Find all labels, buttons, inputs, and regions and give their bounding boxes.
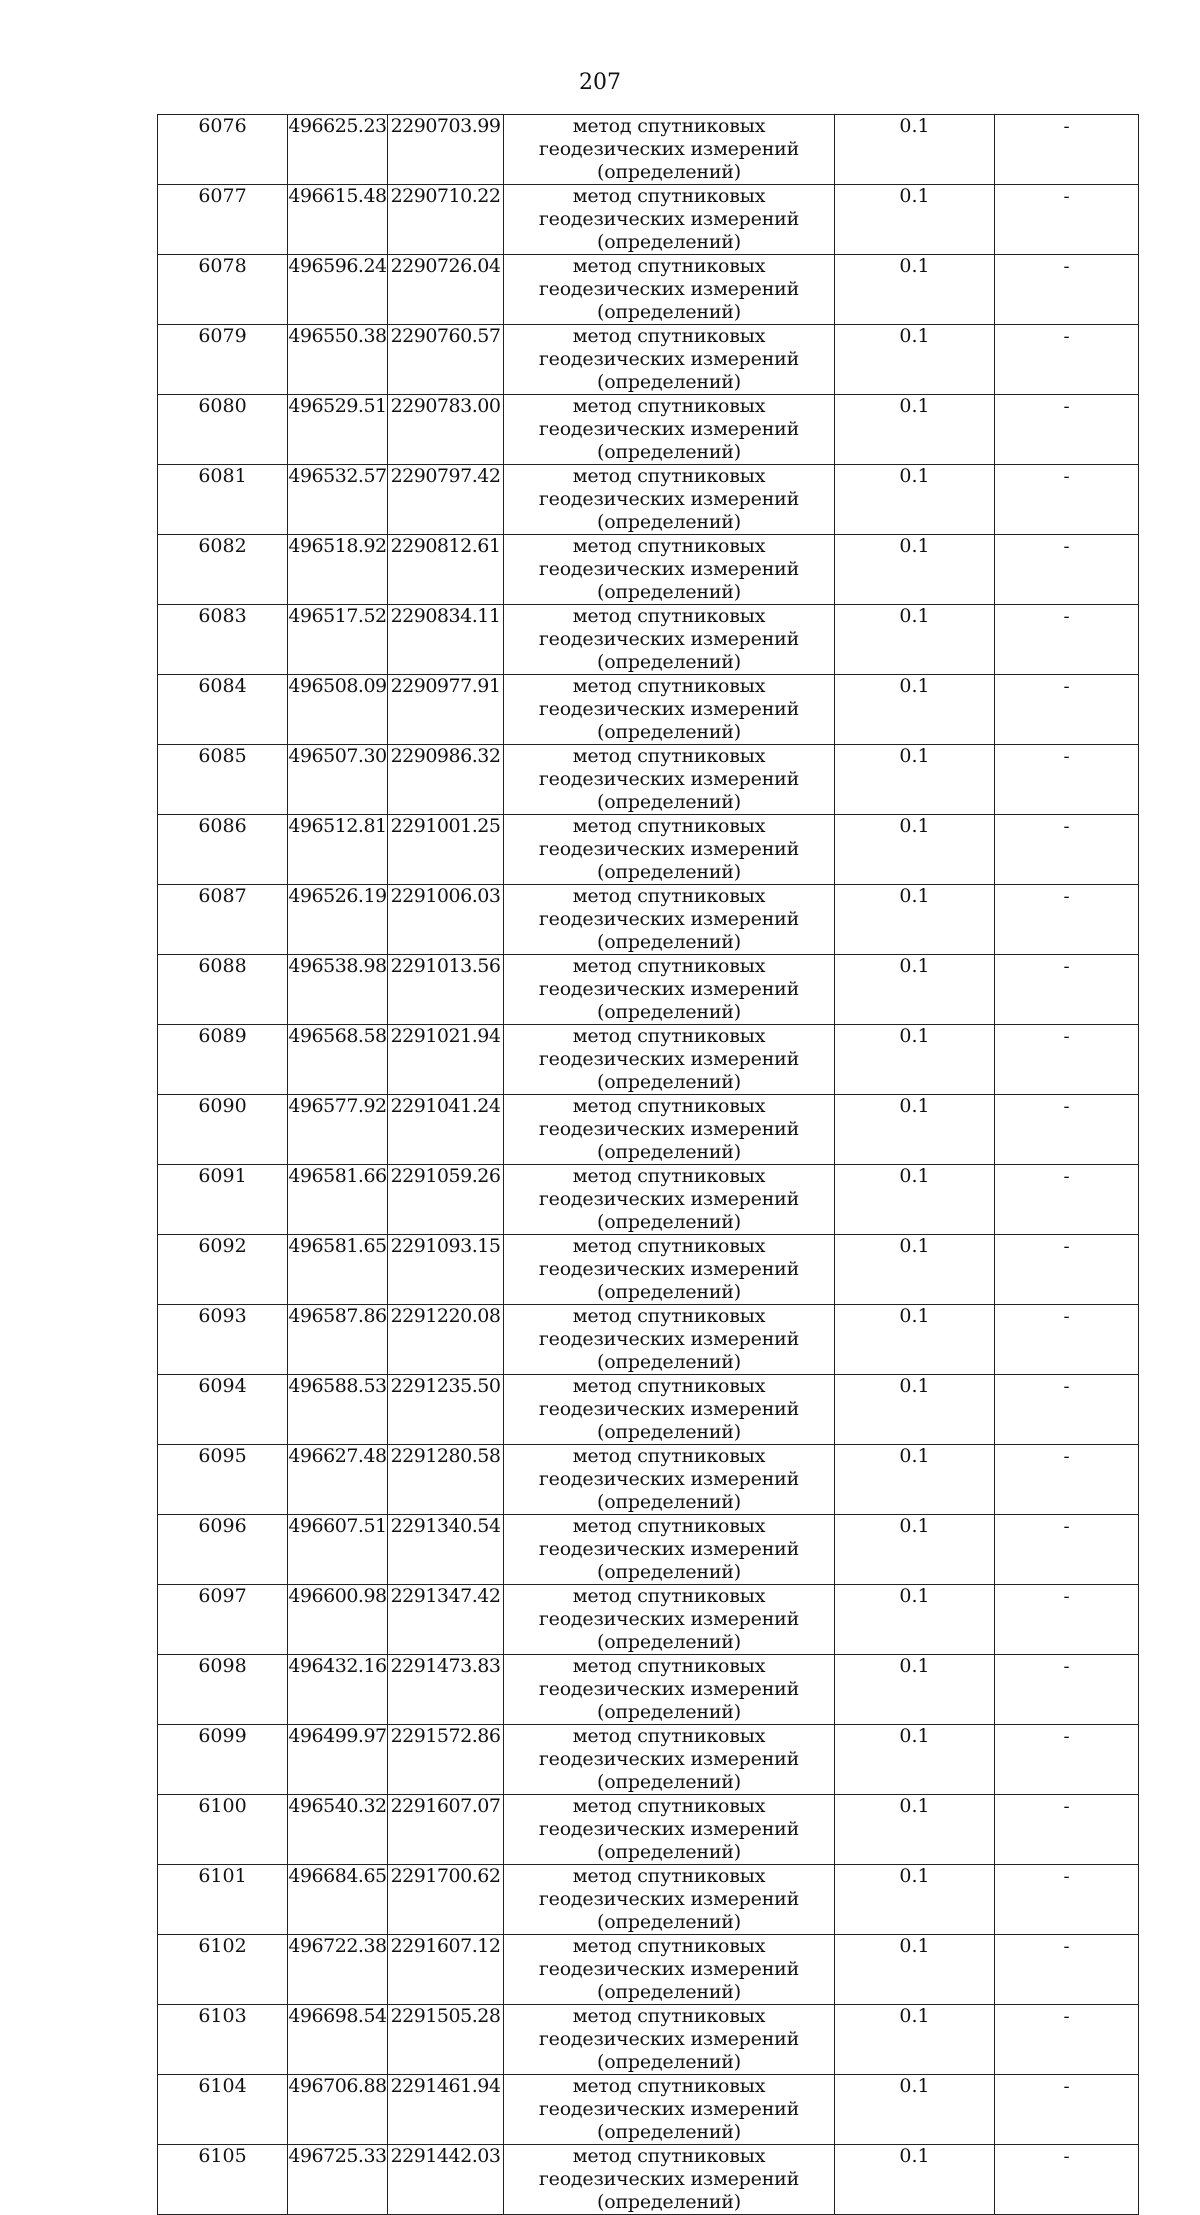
accuracy-cell: 0.1: [835, 535, 995, 605]
note-cell: -: [995, 2145, 1139, 2215]
y-coordinate-cell: 2291607.07: [388, 1795, 504, 1865]
method-cell: метод спутниковых геодезических измерений (определений): [504, 1305, 835, 1375]
method-cell: метод спутниковых геодезических измерений (определений): [504, 815, 835, 885]
note-cell: -: [995, 115, 1139, 185]
note-cell: -: [995, 1375, 1139, 1445]
y-coordinate-cell: 2291340.54: [388, 1515, 504, 1585]
accuracy-cell: 0.1: [835, 885, 995, 955]
y-coordinate-cell: 2291235.50: [388, 1375, 504, 1445]
note-cell: -: [995, 325, 1139, 395]
accuracy-cell: 0.1: [835, 1865, 995, 1935]
table-row: [158, 605, 1139, 675]
y-coordinate-cell: 2291021.94: [388, 1025, 504, 1095]
x-coordinate-cell: 496577.92: [288, 1095, 388, 1165]
x-coordinate-cell: 496529.51: [288, 395, 388, 465]
method-cell: метод спутниковых геодезических измерений (определений): [504, 1725, 835, 1795]
table-row: [158, 1515, 1139, 1585]
point-cell: 6105: [158, 2145, 288, 2215]
y-coordinate-cell: 2291572.86: [388, 1725, 504, 1795]
point-cell: 6082: [158, 535, 288, 605]
point-cell: 6099: [158, 1725, 288, 1795]
note-cell: -: [995, 535, 1139, 605]
note-cell: -: [995, 185, 1139, 255]
point-cell: 6085: [158, 745, 288, 815]
note-cell: -: [995, 1655, 1139, 1725]
y-coordinate-cell: 2291607.12: [388, 1935, 504, 2005]
note-cell: -: [995, 255, 1139, 325]
note-cell: -: [995, 1725, 1139, 1795]
method-cell: метод спутниковых геодезических измерений (определений): [504, 675, 835, 745]
accuracy-cell: 0.1: [835, 745, 995, 815]
point-cell: 6077: [158, 185, 288, 255]
point-cell: 6103: [158, 2005, 288, 2075]
accuracy-cell: 0.1: [835, 1375, 995, 1445]
x-coordinate-cell: 496596.24: [288, 255, 388, 325]
x-coordinate-cell: 496518.92: [288, 535, 388, 605]
x-coordinate-cell: 496706.88: [288, 2075, 388, 2145]
y-coordinate-cell: 2291001.25: [388, 815, 504, 885]
method-cell: метод спутниковых геодезических измерений (определений): [504, 1795, 835, 1865]
x-coordinate-cell: 496615.48: [288, 185, 388, 255]
note-cell: -: [995, 1585, 1139, 1655]
y-coordinate-cell: 2290726.04: [388, 255, 504, 325]
point-cell: 6093: [158, 1305, 288, 1375]
table-row: [158, 885, 1139, 955]
accuracy-cell: 0.1: [835, 1235, 995, 1305]
point-cell: 6092: [158, 1235, 288, 1305]
accuracy-cell: 0.1: [835, 185, 995, 255]
x-coordinate-cell: 496581.65: [288, 1235, 388, 1305]
y-coordinate-cell: 2290783.00: [388, 395, 504, 465]
point-cell: 6080: [158, 395, 288, 465]
y-coordinate-cell: 2291059.26: [388, 1165, 504, 1235]
y-coordinate-cell: 2291006.03: [388, 885, 504, 955]
table-row: [158, 2075, 1139, 2145]
y-coordinate-cell: 2291280.58: [388, 1445, 504, 1515]
point-cell: 6083: [158, 605, 288, 675]
method-cell: метод спутниковых геодезических измерений (определений): [504, 2145, 835, 2215]
table-row: [158, 1795, 1139, 1865]
y-coordinate-cell: 2290703.99: [388, 115, 504, 185]
accuracy-cell: 0.1: [835, 955, 995, 1025]
y-coordinate-cell: 2290760.57: [388, 325, 504, 395]
x-coordinate-cell: 496684.65: [288, 1865, 388, 1935]
table-row: [158, 1585, 1139, 1655]
table-row: [158, 535, 1139, 605]
y-coordinate-cell: 2291505.28: [388, 2005, 504, 2075]
accuracy-cell: 0.1: [835, 1725, 995, 1795]
accuracy-cell: 0.1: [835, 325, 995, 395]
note-cell: -: [995, 465, 1139, 535]
table-row: [158, 465, 1139, 535]
point-cell: 6097: [158, 1585, 288, 1655]
note-cell: -: [995, 885, 1139, 955]
x-coordinate-cell: 496587.86: [288, 1305, 388, 1375]
x-coordinate-cell: 496625.23: [288, 115, 388, 185]
x-coordinate-cell: 496540.32: [288, 1795, 388, 1865]
point-cell: 6087: [158, 885, 288, 955]
method-cell: метод спутниковых геодезических измерений (определений): [504, 1445, 835, 1515]
x-coordinate-cell: 496581.66: [288, 1165, 388, 1235]
accuracy-cell: 0.1: [835, 2075, 995, 2145]
method-cell: метод спутниковых геодезических измерений (определений): [504, 255, 835, 325]
x-coordinate-cell: 496725.33: [288, 2145, 388, 2215]
note-cell: -: [995, 955, 1139, 1025]
table-row: [158, 745, 1139, 815]
coordinates-table: [157, 114, 1139, 2215]
accuracy-cell: 0.1: [835, 1655, 995, 1725]
note-cell: -: [995, 1235, 1139, 1305]
x-coordinate-cell: 496600.98: [288, 1585, 388, 1655]
table-row: [158, 955, 1139, 1025]
method-cell: метод спутниковых геодезических измерений (определений): [504, 115, 835, 185]
method-cell: метод спутниковых геодезических измерений (определений): [504, 955, 835, 1025]
accuracy-cell: 0.1: [835, 1025, 995, 1095]
method-cell: метод спутниковых геодезических измерений (определений): [504, 395, 835, 465]
note-cell: -: [995, 1095, 1139, 1165]
table-row: [158, 675, 1139, 745]
table-row: [158, 255, 1139, 325]
accuracy-cell: 0.1: [835, 1095, 995, 1165]
table-row: [158, 1375, 1139, 1445]
method-cell: метод спутниковых геодезических измерений (определений): [504, 1095, 835, 1165]
y-coordinate-cell: 2291013.56: [388, 955, 504, 1025]
method-cell: метод спутниковых геодезических измерений (определений): [504, 2005, 835, 2075]
x-coordinate-cell: 496512.81: [288, 815, 388, 885]
method-cell: метод спутниковых геодезических измерений (определений): [504, 465, 835, 535]
point-cell: 6084: [158, 675, 288, 745]
x-coordinate-cell: 496432.16: [288, 1655, 388, 1725]
method-cell: метод спутниковых геодезических измерений (определений): [504, 1935, 835, 2005]
x-coordinate-cell: 496607.51: [288, 1515, 388, 1585]
y-coordinate-cell: 2290797.42: [388, 465, 504, 535]
note-cell: -: [995, 2075, 1139, 2145]
method-cell: метод спутниковых геодезических измерений (определений): [504, 185, 835, 255]
note-cell: -: [995, 745, 1139, 815]
x-coordinate-cell: 496627.48: [288, 1445, 388, 1515]
table-row: [158, 115, 1139, 185]
method-cell: метод спутниковых геодезических измерений (определений): [504, 1165, 835, 1235]
table-body: [158, 115, 1139, 2215]
point-cell: 6091: [158, 1165, 288, 1235]
note-cell: -: [995, 1445, 1139, 1515]
method-cell: метод спутниковых геодезических измерений (определений): [504, 1865, 835, 1935]
accuracy-cell: 0.1: [835, 2005, 995, 2075]
method-cell: метод спутниковых геодезических измерений (определений): [504, 535, 835, 605]
point-cell: 6078: [158, 255, 288, 325]
x-coordinate-cell: 496532.57: [288, 465, 388, 535]
point-cell: 6079: [158, 325, 288, 395]
method-cell: метод спутниковых геодезических измерений (определений): [504, 1235, 835, 1305]
table-row: [158, 1655, 1139, 1725]
page-number: 207: [579, 70, 621, 95]
table-row: [158, 2145, 1139, 2215]
accuracy-cell: 0.1: [835, 1165, 995, 1235]
table-row: [158, 1725, 1139, 1795]
note-cell: -: [995, 2005, 1139, 2075]
y-coordinate-cell: 2290710.22: [388, 185, 504, 255]
accuracy-cell: 0.1: [835, 1305, 995, 1375]
table-row: [158, 1445, 1139, 1515]
method-cell: метод спутниковых геодезических измерений (определений): [504, 1585, 835, 1655]
y-coordinate-cell: 2290812.61: [388, 535, 504, 605]
method-cell: метод спутниковых геодезических измерений (определений): [504, 1655, 835, 1725]
accuracy-cell: 0.1: [835, 1795, 995, 1865]
table-row: [158, 815, 1139, 885]
x-coordinate-cell: 496508.09: [288, 675, 388, 745]
x-coordinate-cell: 496588.53: [288, 1375, 388, 1445]
table-row: [158, 1935, 1139, 2005]
method-cell: метод спутниковых геодезических измерений (определений): [504, 1375, 835, 1445]
note-cell: -: [995, 1025, 1139, 1095]
table-row: [158, 1305, 1139, 1375]
x-coordinate-cell: 496538.98: [288, 955, 388, 1025]
y-coordinate-cell: 2291700.62: [388, 1865, 504, 1935]
point-cell: 6088: [158, 955, 288, 1025]
y-coordinate-cell: 2291347.42: [388, 1585, 504, 1655]
y-coordinate-cell: 2291461.94: [388, 2075, 504, 2145]
note-cell: -: [995, 1165, 1139, 1235]
method-cell: метод спутниковых геодезических измерений (определений): [504, 1025, 835, 1095]
method-cell: метод спутниковых геодезических измерений (определений): [504, 2075, 835, 2145]
point-cell: 6095: [158, 1445, 288, 1515]
note-cell: -: [995, 1515, 1139, 1585]
point-cell: 6081: [158, 465, 288, 535]
point-cell: 6086: [158, 815, 288, 885]
note-cell: -: [995, 675, 1139, 745]
y-coordinate-cell: 2291473.83: [388, 1655, 504, 1725]
accuracy-cell: 0.1: [835, 605, 995, 675]
table-row: [158, 1165, 1139, 1235]
x-coordinate-cell: 496550.38: [288, 325, 388, 395]
note-cell: -: [995, 1865, 1139, 1935]
point-cell: 6089: [158, 1025, 288, 1095]
note-cell: -: [995, 605, 1139, 675]
accuracy-cell: 0.1: [835, 255, 995, 325]
x-coordinate-cell: 496568.58: [288, 1025, 388, 1095]
accuracy-cell: 0.1: [835, 115, 995, 185]
y-coordinate-cell: 2291041.24: [388, 1095, 504, 1165]
point-cell: 6076: [158, 115, 288, 185]
x-coordinate-cell: 496698.54: [288, 2005, 388, 2075]
accuracy-cell: 0.1: [835, 815, 995, 885]
table-row: [158, 1235, 1139, 1305]
table-row: [158, 2005, 1139, 2075]
note-cell: -: [995, 1935, 1139, 2005]
point-cell: 6090: [158, 1095, 288, 1165]
method-cell: метод спутниковых геодезических измерений (определений): [504, 605, 835, 675]
y-coordinate-cell: 2291442.03: [388, 2145, 504, 2215]
point-cell: 6100: [158, 1795, 288, 1865]
y-coordinate-cell: 2290977.91: [388, 675, 504, 745]
method-cell: метод спутниковых геодезических измерений (определений): [504, 325, 835, 395]
x-coordinate-cell: 496507.30: [288, 745, 388, 815]
accuracy-cell: 0.1: [835, 1585, 995, 1655]
y-coordinate-cell: 2290986.32: [388, 745, 504, 815]
table-row: [158, 1095, 1139, 1165]
accuracy-cell: 0.1: [835, 1445, 995, 1515]
table-row: [158, 325, 1139, 395]
x-coordinate-cell: 496722.38: [288, 1935, 388, 2005]
x-coordinate-cell: 496526.19: [288, 885, 388, 955]
point-cell: 6104: [158, 2075, 288, 2145]
y-coordinate-cell: 2291093.15: [388, 1235, 504, 1305]
accuracy-cell: 0.1: [835, 675, 995, 745]
table-row: [158, 395, 1139, 465]
table-row: [158, 185, 1139, 255]
table-row: [158, 1865, 1139, 1935]
point-cell: 6094: [158, 1375, 288, 1445]
table-row: [158, 1025, 1139, 1095]
note-cell: -: [995, 395, 1139, 465]
accuracy-cell: 0.1: [835, 465, 995, 535]
note-cell: -: [995, 1795, 1139, 1865]
point-cell: 6096: [158, 1515, 288, 1585]
accuracy-cell: 0.1: [835, 1935, 995, 2005]
y-coordinate-cell: 2291220.08: [388, 1305, 504, 1375]
accuracy-cell: 0.1: [835, 2145, 995, 2215]
note-cell: -: [995, 815, 1139, 885]
point-cell: 6102: [158, 1935, 288, 2005]
method-cell: метод спутниковых геодезических измерений (определений): [504, 1515, 835, 1585]
accuracy-cell: 0.1: [835, 395, 995, 465]
point-cell: 6101: [158, 1865, 288, 1935]
y-coordinate-cell: 2290834.11: [388, 605, 504, 675]
x-coordinate-cell: 496499.97: [288, 1725, 388, 1795]
point-cell: 6098: [158, 1655, 288, 1725]
method-cell: метод спутниковых геодезических измерений (определений): [504, 745, 835, 815]
note-cell: -: [995, 1305, 1139, 1375]
x-coordinate-cell: 496517.52: [288, 605, 388, 675]
method-cell: метод спутниковых геодезических измерений (определений): [504, 885, 835, 955]
accuracy-cell: 0.1: [835, 1515, 995, 1585]
